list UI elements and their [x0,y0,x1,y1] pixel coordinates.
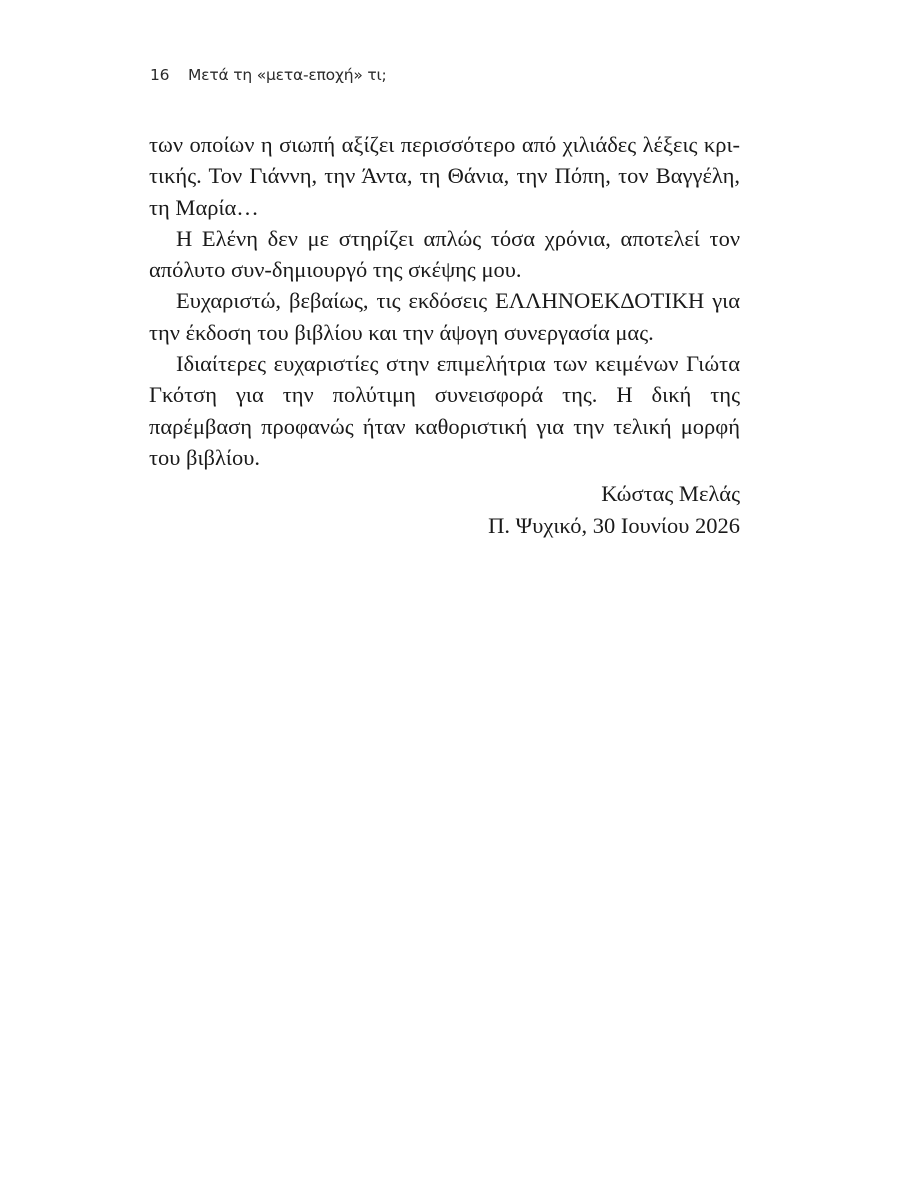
author-name: Κώστας Μελάς [601,481,740,506]
paragraph: Η Ελένη δεν με στηρίζει απλώς τόσα χρόνια, αποτελεί τον απόλυτο συν-δημιουργό της σκέψης μου. [149,225,740,283]
running-header [150,66,387,84]
paragraph-continued: των οποίων η σιωπή αξίζει περισσότερο από χιλιάδες λέξεις κριτικής. Τον Γιάννη, την Άντα, τη Θάνια, την Πόπη, τον Βαγγέλη, τη Μαρία… [149,132,740,220]
page-number: 16 [150,66,170,84]
paragraph: Ιδιαίτερες ευχαριστίες στην επιμελήτρια των κειμένων Γιώτα Γκότση για την πολύτιμη συνεισφορά της. Η δική της παρέμβαση προφανώς ήταν καθοριστική για την τελική μορφή του βιβλίου. [149,351,740,470]
signature-block [149,478,740,542]
place-and-date: Π. Ψυχικό, 30 Ιουνίου 2026 [488,513,740,538]
body-text [149,129,740,473]
running-title: Μετά τη «μετα-εποχή» τι; [188,66,387,84]
paragraph: Ευχαριστώ, βεβαίως, τις εκδόσεις ΕΛΛΗΝΟΕΚΔΟΤΙΚΗ για την έκδοση του βιβλίου και την άψογη συνεργασία μας. [149,288,740,345]
